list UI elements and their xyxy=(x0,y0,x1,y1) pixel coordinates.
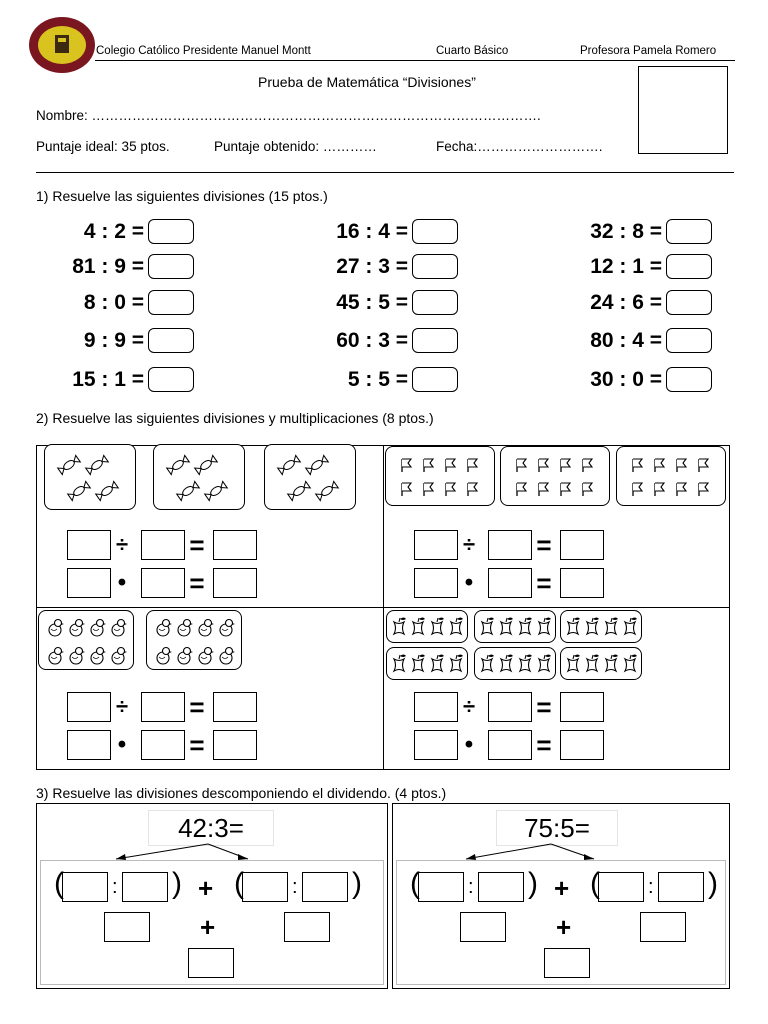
divisor-box[interactable] xyxy=(488,730,532,760)
expression-text: 8 : 0 = xyxy=(83,291,144,314)
school-logo xyxy=(28,16,96,74)
header-rule xyxy=(95,60,735,61)
partial-result-box[interactable] xyxy=(640,912,686,942)
division-expression xyxy=(290,253,408,281)
section1-title: 1) Resuelve las siguientes divisiones (15 ptos.) xyxy=(36,188,328,204)
divide-symbol: ÷ xyxy=(462,532,476,557)
chick-group xyxy=(146,610,242,670)
equals-symbol: = xyxy=(536,530,552,560)
divisor-box[interactable] xyxy=(141,692,185,722)
partial-result-box[interactable] xyxy=(104,912,150,942)
apple-core-icon xyxy=(387,611,469,644)
open-paren: ( xyxy=(234,867,244,900)
teacher-name: Profesora Pamela Romero xyxy=(580,45,717,57)
division-expression xyxy=(290,366,408,394)
dividend-box[interactable] xyxy=(414,530,458,560)
divisor-box[interactable] xyxy=(141,730,185,760)
division-expression xyxy=(36,218,144,246)
result-box[interactable] xyxy=(213,730,257,760)
final-result-box[interactable] xyxy=(188,948,234,978)
division-expression xyxy=(36,327,144,355)
partial-result-box[interactable] xyxy=(284,912,330,942)
flag-icon xyxy=(617,447,727,507)
flag-group xyxy=(500,446,610,506)
apple-group xyxy=(386,610,468,643)
expression-text: 27 : 3 = xyxy=(336,255,408,278)
answer-box[interactable] xyxy=(412,290,458,315)
answer-box[interactable] xyxy=(412,328,458,353)
expression-text: 81 : 9 = xyxy=(72,255,144,278)
divisor-box[interactable] xyxy=(141,530,185,560)
result-box[interactable] xyxy=(213,568,257,598)
divisor-box[interactable] xyxy=(488,568,532,598)
expression-text: 60 : 3 = xyxy=(336,329,408,352)
result-box[interactable] xyxy=(213,530,257,560)
date-field[interactable]: Fecha:………………………. xyxy=(436,139,603,154)
answer-box[interactable] xyxy=(412,367,458,392)
dividend-box[interactable] xyxy=(67,692,111,722)
obtained-score-field[interactable]: Puntaje obtenido: ………… xyxy=(214,139,377,154)
answer-box[interactable] xyxy=(148,254,194,279)
divisor-box[interactable] xyxy=(488,530,532,560)
dividend-box[interactable] xyxy=(67,568,111,598)
decomp-box[interactable] xyxy=(478,872,524,902)
division-expression xyxy=(290,289,408,317)
apple-group xyxy=(560,610,642,643)
candy-group xyxy=(44,444,136,510)
multiply-symbol: • xyxy=(464,569,474,596)
colon-symbol: : xyxy=(112,876,118,898)
apple-core-icon xyxy=(387,648,469,681)
divide-symbol: ÷ xyxy=(462,694,476,719)
problem-75-5: 75:5= xyxy=(496,810,618,846)
candy-icon xyxy=(154,445,246,511)
open-paren: ( xyxy=(410,867,420,900)
division-expression xyxy=(36,289,144,317)
candy-group xyxy=(153,444,245,510)
photo-box xyxy=(638,66,728,154)
equals-symbol: = xyxy=(536,568,552,598)
school-name: Colegio Católico Presidente Manuel Montt xyxy=(96,45,311,57)
multiply-symbol: • xyxy=(117,569,127,596)
problem-42-3: 42:3= xyxy=(148,810,274,846)
divisor-box[interactable] xyxy=(141,568,185,598)
page-title: Prueba de Matemática “Divisiones” xyxy=(258,74,476,90)
section-divider xyxy=(36,172,734,173)
split-arrows xyxy=(36,840,736,865)
answer-box[interactable] xyxy=(666,367,712,392)
answer-box[interactable] xyxy=(666,290,712,315)
candy-icon xyxy=(265,445,357,511)
grid-divider-h xyxy=(36,607,730,608)
divide-symbol: ÷ xyxy=(115,532,129,557)
equals-symbol: = xyxy=(536,692,552,722)
colon-symbol: : xyxy=(292,876,298,898)
flag-group xyxy=(385,446,495,506)
division-expression xyxy=(36,253,144,281)
expression-text: 5 : 5 = xyxy=(347,368,408,391)
partial-result-box[interactable] xyxy=(460,912,506,942)
multiply-symbol: • xyxy=(464,731,474,758)
close-paren: ) xyxy=(528,867,538,900)
expression-text: 24 : 6 = xyxy=(590,291,662,314)
answer-box[interactable] xyxy=(666,254,712,279)
chick-group xyxy=(38,610,134,670)
division-expression xyxy=(548,289,662,317)
plus-symbol: + xyxy=(554,873,570,903)
chick-icon xyxy=(39,611,135,671)
answer-box[interactable] xyxy=(148,290,194,315)
answer-box[interactable] xyxy=(412,254,458,279)
expression-text: 80 : 4 = xyxy=(590,329,662,352)
equals-symbol: = xyxy=(189,730,205,760)
equals-symbol: = xyxy=(189,568,205,598)
result-box[interactable] xyxy=(213,692,257,722)
division-expression xyxy=(548,253,662,281)
answer-box[interactable] xyxy=(666,219,712,244)
final-result-box[interactable] xyxy=(544,948,590,978)
divide-symbol: ÷ xyxy=(115,694,129,719)
decomp-box[interactable] xyxy=(658,872,704,902)
division-expression xyxy=(290,327,408,355)
close-paren: ) xyxy=(172,867,182,900)
expression-text: 30 : 0 = xyxy=(590,368,662,391)
flag-group xyxy=(616,446,726,506)
expression-text: 15 : 1 = xyxy=(72,368,144,391)
decomp-box[interactable] xyxy=(598,872,644,902)
apple-group xyxy=(560,647,642,680)
dividend-box[interactable] xyxy=(67,730,111,760)
equals-symbol: = xyxy=(536,730,552,760)
decomp-box[interactable] xyxy=(242,872,288,902)
name-field[interactable]: Nombre: ………………………………………………………………………………………. xyxy=(36,108,541,123)
apple-core-icon xyxy=(475,648,557,681)
expression-text: 12 : 1 = xyxy=(590,255,662,278)
answer-box[interactable] xyxy=(666,328,712,353)
section3-title: 3) Resuelve las divisiones descomponiendo el dividendo. (4 ptos.) xyxy=(36,785,447,801)
multiply-symbol: • xyxy=(117,731,127,758)
open-paren: ( xyxy=(590,867,600,900)
equals-symbol: = xyxy=(189,530,205,560)
result-box[interactable] xyxy=(560,530,604,560)
expression-text: 32 : 8 = xyxy=(590,220,662,243)
flag-icon xyxy=(386,447,496,507)
expression-text: 45 : 5 = xyxy=(336,291,408,314)
plus-symbol: + xyxy=(556,912,572,942)
decomp-box[interactable] xyxy=(302,872,348,902)
expression-text: 16 : 4 = xyxy=(336,220,408,243)
expression-text: 4 : 2 = xyxy=(83,220,144,243)
ideal-score: Puntaje ideal: 35 ptos. xyxy=(36,139,170,154)
divisor-box[interactable] xyxy=(488,692,532,722)
dividend-box[interactable] xyxy=(67,530,111,560)
close-paren: ) xyxy=(708,867,718,900)
division-expression xyxy=(548,366,662,394)
apple-group xyxy=(386,647,468,680)
dividend-box[interactable] xyxy=(414,692,458,722)
candy-icon xyxy=(45,445,137,511)
answer-box[interactable] xyxy=(412,219,458,244)
colon-symbol: : xyxy=(468,876,474,898)
division-expression xyxy=(548,327,662,355)
plus-symbol: + xyxy=(200,912,216,942)
apple-group xyxy=(474,647,556,680)
dividend-box[interactable] xyxy=(414,730,458,760)
plus-symbol: + xyxy=(198,873,214,903)
chick-icon xyxy=(147,611,243,671)
result-box[interactable] xyxy=(560,568,604,598)
flag-icon xyxy=(501,447,611,507)
decomp-box[interactable] xyxy=(418,872,464,902)
answer-box[interactable] xyxy=(148,219,194,244)
close-paren: ) xyxy=(352,867,362,900)
grade-label: Cuarto Básico xyxy=(436,45,509,57)
decomp-box[interactable] xyxy=(122,872,168,902)
decomp-box[interactable] xyxy=(62,872,108,902)
answer-box[interactable] xyxy=(148,367,194,392)
apple-core-icon xyxy=(561,611,643,644)
division-expression xyxy=(36,366,144,394)
result-box[interactable] xyxy=(560,730,604,760)
result-box[interactable] xyxy=(560,692,604,722)
candy-group xyxy=(264,444,356,510)
division-expression xyxy=(290,218,408,246)
colon-symbol: : xyxy=(648,876,654,898)
apple-core-icon xyxy=(475,611,557,644)
apple-core-icon xyxy=(561,648,643,681)
answer-box[interactable] xyxy=(148,328,194,353)
apple-group xyxy=(474,610,556,643)
dividend-box[interactable] xyxy=(414,568,458,598)
section2-title: 2) Resuelve las siguientes divisiones y multiplicaciones (8 ptos.) xyxy=(36,410,434,426)
expression-text: 9 : 9 = xyxy=(83,329,144,352)
equals-symbol: = xyxy=(189,692,205,722)
division-expression xyxy=(548,218,662,246)
open-paren: ( xyxy=(54,867,64,900)
